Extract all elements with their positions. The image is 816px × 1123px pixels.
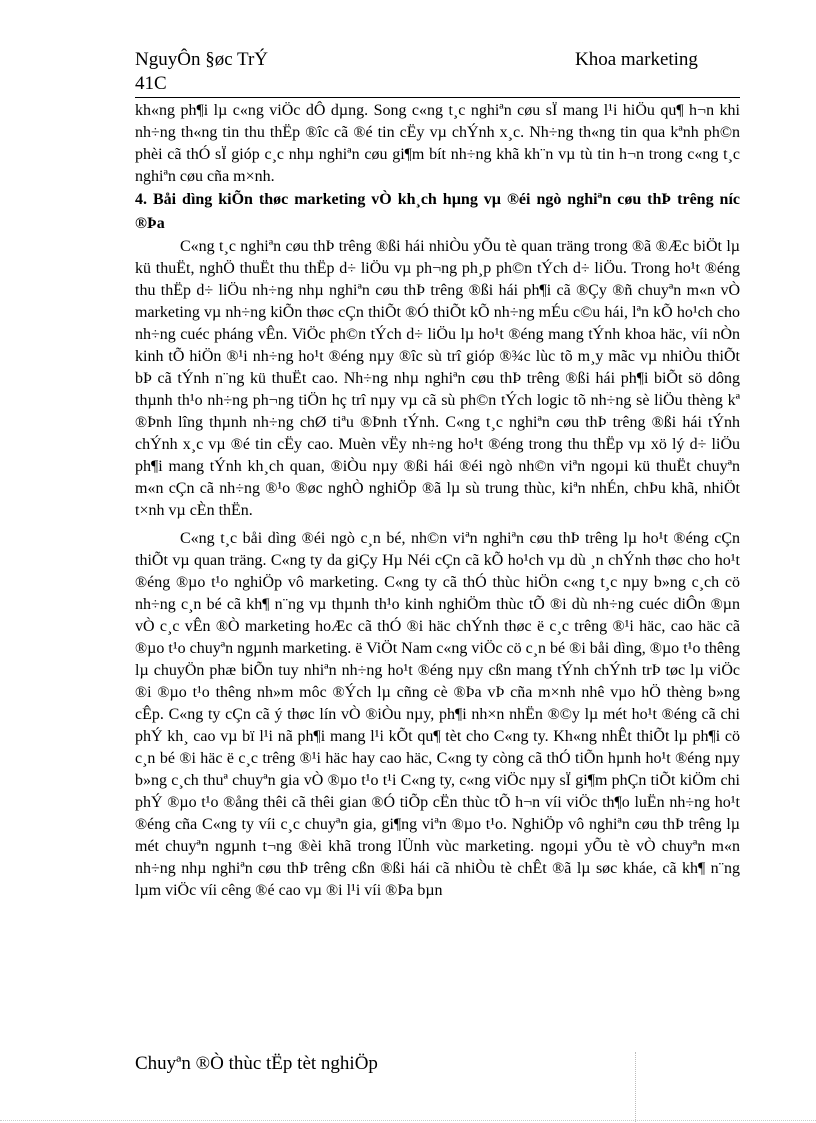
header-author: NguyÔn §øc TrÝ <box>135 49 269 70</box>
paragraph-continuation: kh«ng ph¶i lµ c«ng viÖc dÔ dµng. Song c«ng t¸c nghiªn cøu sÏ mang l¹i hiÖu qu¶ h¬n khi nh÷ng th«ng tin thu thËp ®îc cã ®é tin cËy vµ chÝnh x¸c. Nh÷ng th«ng tin qua kªnh ph©n phèi cã thÓ sÏ gióp c¸c nhµ nghiªn cøu gi¶m bít nh÷ng khã kh¨n vµ tù tin h¬n trong c«ng t¸c nghiªn cøu cña m×nh. <box>135 102 740 185</box>
paragraph-training: C«ng t¸c båi dìng ®éi ngò c¸n bé, nh©n viªn nghiªn cøu thÞ trêng lµ ho¹t ®éng cÇn thiÕt vµ quan träng. C«ng ty da giÇy Hµ Néi cÇn cã kÕ ho¹ch vµ dù ¸n chÝnh thøc cho ho¹t ®éng ®µo t¹o nghiÖp vô marketing. C«ng ty cã thÓ thùc hiÖn c«ng t¸c nµy b»ng c¸ch cö nh÷ng c¸n bé cã kh¶ n¨ng vµ thµnh th¹o kinh nghiÖm thùc tÕ ®i dù nh÷ng cuéc diÔn ®µn vÒ c¸c vÊn ®Ò marketing hoÆc cã thÓ ®i häc chÝnh thøc ë c¸c trêng ®¹i häc, cao häc cã ®µo t¹o chuyªn ngµnh marketing. ë ViÖt Nam c«ng viÖc cö c¸n bé ®i båi dìng, ®µo t¹o thêng lµ chuyÖn phæ biÕn tuy nhiªn nh÷ng ho¹t ®éng nµy cßn mang tÝnh chÝnh trÞ tøc lµ viÖc ®i ®µo t¹o thêng nh»m môc ®Ých lµ cñng cè ®Þa vÞ cña m×nh nhê vµo hÖ thèng b»ng cÊp. C«ng ty cÇn cã ý thøc lín vÒ ®iÒu nµy, ph¶i nh×n nhËn ®©y lµ mét ho¹t ®éng cã chi phÝ kh¸ cao vµ bï l¹i nã ph¶i mang l¹i kÕt qu¶ tèt cho C«ng ty. Kh«ng nhÊt thiÕt lµ ph¶i cö c¸n bé ®i häc ë c¸c trêng ®¹i häc hay cao häc, C«ng ty còng cã thÓ tiÕn hµnh ho¹t ®éng nµy b»ng c¸ch thuª chuyªn gia vÒ ®µo t¹o t¹i C«ng ty, c«ng viÖc nµy sÏ gi¶m phÇn tiÕt kiÖm chi phÝ ®µo t¹o ®ång thêi cã thêi gian ®Ó tiÕp cËn thùc tÕ h¬n víi viÖc th¶o luËn nh÷ng ho¹t ®éng cña C«ng ty víi c¸c chuyªn gia, gi¶ng viªn ®µo t¹o. NghiÖp vô nghiªn cøu thÞ trêng lµ mét chuyªn ngµnh t¬ng ®èi khã trong lÜnh vùc marketing. ngoµi yÕu tè vÒ chuyªn m«n nh÷ng nhµ nghiªn cøu thÞ trêng cßn ®ßi hái cã nhiÒu tè chÊt ®ã lµ søc kháe, cã kh¶ n¨ng lµm viÖc víi cêng ®é cao vµ ®i l¹i víi ®Þa bµn <box>135 530 740 899</box>
header-class: 41C <box>135 73 167 94</box>
page-content <box>135 100 740 902</box>
header-faculty: Khoa marketing <box>575 49 698 70</box>
page-bottom-edge <box>0 1120 816 1121</box>
footer-divider <box>635 1052 636 1122</box>
header-left <box>135 48 268 96</box>
page-header <box>135 48 740 98</box>
header-divider <box>135 97 740 98</box>
paragraph-research: C«ng t¸c nghiªn cøu thÞ trêng ®ßi hái nhiÒu yÕu tè quan träng trong ®ã ®Æc biÖt lµ kü thuËt, nghÖ thuËt thu thËp d÷ liÖu vµ ph¬ng ph¸p ph©n tÝch d÷ liÖu. Trong ho¹t ®éng thu thËp d÷ liÖu nh÷ng nhµ nghiªn cøu thÞ trêng ®ßi hái ph¶i cã ®Çy ®ñ chuyªn m«n vÒ marketing vµ nh÷ng kiÕn thøc cÇn thiÕt ®Ó thiÕt kÕ nh÷ng mÉu c©u hái, lªn kÕ ho¹ch cho nh÷ng cuéc pháng vÊn. ViÖc ph©n tÝch d÷ liÖu lµ ho¹t ®éng mang tÝnh khoa häc, víi nÒn kinh tÕ hiÖn ®¹i nh÷ng ho¹t ®éng nµy ®îc sù trî gióp ®¾c lùc tõ m¸y mãc vµ nhiÒu thiÕt bÞ cã tÝnh n¨ng kü thuËt cao. Nh÷ng nhµ nghiªn cøu thÞ trêng ®ßi hái ph¶i biÕt sö dông thµnh th¹o nh÷ng ph¬ng tiÖn hç trî nµy vµ cã sù ph©n tÝch logic tõ nh÷ng sè liÖu thèng kª ®Þnh lîng thµnh nh÷ng chØ tiªu ®Þnh tÝnh. C«ng t¸c nghiªn cøu thÞ trêng ®ßi hái tÝnh chÝnh x¸c vµ ®é tin cËy cao. Muèn vËy nh÷ng ho¹t ®éng trong thu thËp vµ xö lý d÷ liÖu ph¶i mang tÝnh kh¸ch quan, ®iÒu nµy ®ßi hái ®éi ngò nh©n viªn ngoµi kü thuËt chuyªn m«n cÇn cã nh÷ng ®¹o ®øc nghÒ nghiÖp ®ã lµ sù trung thùc, kiªn nhÉn, chÞu khã, nhiÖt t×nh vµ cÈn thËn. <box>135 238 740 519</box>
section-heading: 4. Båi dìng kiÕn thøc marketing vÒ kh¸ch hµng vµ ®éi ngò nghiªn cøu thÞ trêng níc ®Þa <box>135 191 740 232</box>
page-footer: Chuyªn ®Ò thùc tËp tèt nghiÖp <box>135 1053 378 1074</box>
